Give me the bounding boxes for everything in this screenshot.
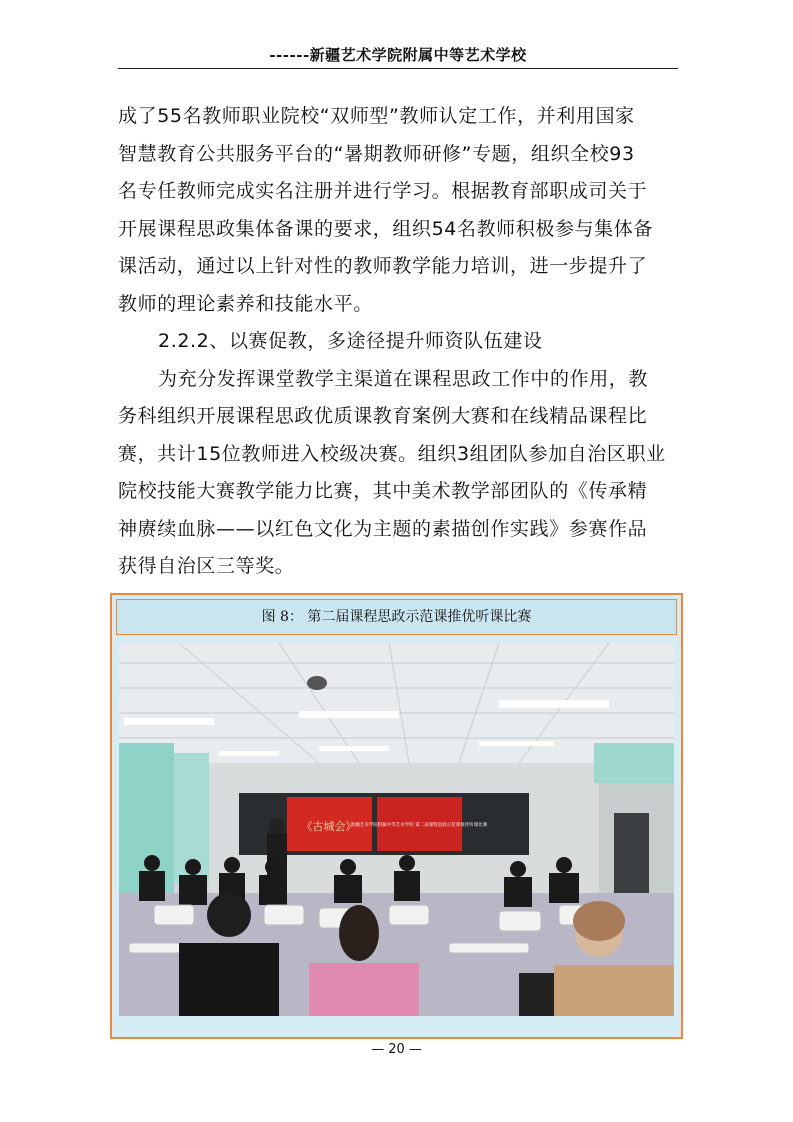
page-header <box>118 44 678 69</box>
figure-caption <box>116 599 677 635</box>
page-number: — 20 — <box>371 1042 422 1057</box>
paragraph-line: 课活动，通过以上针对性的教师教学能力培训，进一步提升了 <box>118 255 648 277</box>
paragraph-line: 务科组织开展课程思政优质课教育案例大赛和在线精品课程比 <box>118 405 648 427</box>
paragraph-line: 获得自治区三等奖。 <box>118 555 295 577</box>
figure-8 <box>110 593 683 1039</box>
paragraph-line: 教师的理论素养和技能水平。 <box>118 292 373 315</box>
figure-caption-text: 图 8： 第二届课程思政示范课推优听课比赛 <box>261 609 532 625</box>
paragraph-line: 成了55名教师职业院校“双师型”教师认定工作，并利用国家 <box>118 105 635 127</box>
screen-left-text: 《古城会》 <box>301 820 357 833</box>
classroom-illustration <box>119 643 674 1016</box>
classroom-photo <box>119 643 674 1016</box>
paragraph-line: 院校技能大赛教学能力比赛，其中美术教学部团队的《传承精 <box>118 480 648 502</box>
header-title: ------新疆艺术学院附属中等艺术学校 <box>269 46 527 64</box>
section-heading: 2.2.2、以赛促教，多途径提升师资队伍建设 <box>158 330 543 352</box>
paragraph-line: 开展课程思政集体备课的要求，组织54名教师积极参与集体备 <box>118 217 653 240</box>
paragraph-line: 为充分发挥课堂教学主渠道在课程思政工作中的作用，教 <box>158 367 649 390</box>
paragraph-1 <box>118 98 684 586</box>
paragraph-line: 神赓续血脉——以红色文化为主题的素描创作实践》参赛作品 <box>118 517 648 540</box>
screen-right-text: 新疆艺术学院附属中等艺术学校 第二届课程思政示范课推优听课比赛 <box>350 823 488 828</box>
page-footer <box>0 1042 793 1057</box>
paragraph-line: 智慧教育公共服务平台的“暑期教师研修”专题，组织全校93 <box>118 142 635 165</box>
paragraph-line: 名专任教师完成实名注册并进行学习。根据教育部职成司关于 <box>118 180 648 202</box>
paragraph-line: 赛，共计15位教师进入校级决赛。组织3组团队参加自治区职业 <box>118 442 666 465</box>
